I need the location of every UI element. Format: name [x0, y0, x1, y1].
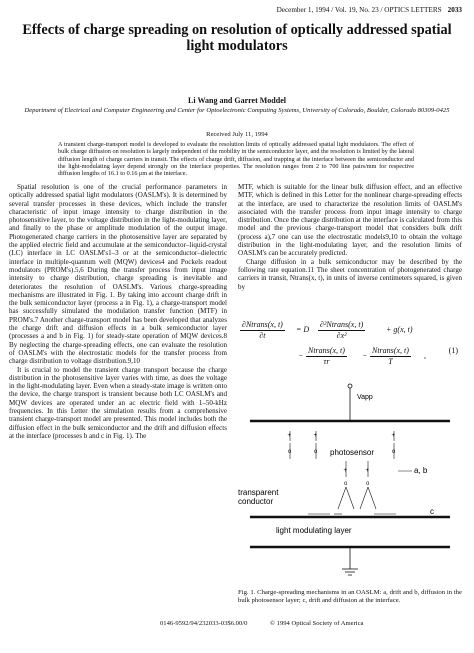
- charge-symbols: [288, 433, 397, 487]
- eq-d2-denominator: ∂x²: [336, 331, 347, 340]
- eq-d2-numerator: ∂²Ntrans(x, t): [320, 320, 364, 329]
- eq-g-term: + g(x, t): [386, 325, 413, 334]
- svg-text:o: o: [366, 481, 370, 487]
- paragraph: Charge diffusion in a bulk semiconductor may be described by the following rate equation.11 The sheet concentration of photogenerated charge carriers in transit, Ntrans(x, t), in units of inverse centimeters squared, is given by: [238, 257, 462, 291]
- eq-tau-numerator: Ntrans(x, t): [308, 346, 345, 355]
- eq-equals: = D: [296, 325, 310, 334]
- footer-copyright: © 1994 Optical Society of America: [270, 620, 364, 627]
- lml-label: light modulating layer: [276, 526, 352, 535]
- right-column: [238, 183, 462, 291]
- eq-minus-2: −: [362, 351, 368, 360]
- svg-text:o: o: [314, 449, 318, 455]
- page-number: 2033: [447, 6, 462, 14]
- eq-T-numerator: Ntrans(x, t): [372, 346, 409, 355]
- eq-lhs-denominator: ∂t: [259, 331, 266, 340]
- c-label: c: [430, 507, 434, 516]
- received-date: Received July 11, 1994: [206, 131, 268, 138]
- paper-title: Effects of charge spreading on resolution of optically addressed spatial light modulators: [22, 22, 452, 54]
- abstract: A transient charge-transport model is developed to evaluate the resolution limits of optically addressed spatial light modulators. The effect of bulk charge diffusion on resolution is largely independent of the mobility in the semiconductor layer, and the resolution is limited by the lateral diffusion length of charge carriers in transit. The effects of charge drift, diffusion, and trapping at the interface between the semiconductor and the light-modulating layer depend strongly on the interface properties. The resolution ranges from 2 to 700 line pairs/mm for respective diffusion lengths of 16.1 to 0.16 μm at the interface.: [58, 141, 414, 178]
- equation-1: [238, 320, 462, 374]
- affiliation: Department of Electrical and Computer Engineering and Center for Optoelectronic Computing Systems, University of Colorado, Boulder, Colorado 80309-0425: [24, 107, 450, 114]
- ab-label: a, b: [414, 466, 428, 475]
- equation-number: (1): [448, 346, 458, 355]
- figure-caption: Fig. 1. Charge-spreading mechanisms in an OASLM: a, drift and b, diffusion in the bulk photosensor layer; c, drift and diffusion at the interface.: [238, 589, 462, 604]
- footer-issn: 0146-9592/94/232033-03$6.00/0: [160, 620, 248, 627]
- paragraph: Spatial resolution is one of the crucial performance parameters in optically addressed spatial light modulators (OASLM's). It is determined by several transfer processes in these devices, which include the transfer characteristic of input image intensity to charge distribution in the photosensitive layer, to the voltage distribution in the light-modulating layer, and finally to the phase or amplitude modulation of the output image. Photogenerated charge carriers in the photosensitive layer are separated by the applied electric field and accumulate at the semiconductor–liquid-crystal (LC) interface in LC OASLM's1–3 or at the semiconductor–dielectric interface in multiple-quantum well (MQW) devices4 and Pockels readout modulators (PROM's).5,6 During the transfer process from input image intensity to charge distribution, charge spreading is inevitable and deteriorates the resolution of OASLM's. Various charge-spreading mechanisms are illustrated in Fig. 1. By taking into account charge drift in the bulk semiconductor layer (process a in Fig. 1), a charge-transport model has successfully simulated the modulation transfer function (MTF) in PROM's.7 Another charge-transport model has been developed that analyzes the charge drift and diffusion effects in a bulk semiconductor layer (processes a and b in Fig. 1) for steady-state operation of MQW devices.8 By neglecting the charge-spreading effects, one can evaluate the resolution of OASLM's with the electrostatic models for the transfer process from charge distribution to voltage distribution.9,10: [9, 183, 227, 366]
- conductor-label: conductor: [238, 497, 274, 506]
- svg-text:+: +: [287, 433, 292, 439]
- photosensor-label: photosensor: [330, 448, 375, 457]
- eq-tau-denominator: τr: [323, 357, 330, 366]
- svg-text:+: +: [313, 433, 318, 439]
- transparent-label: transparent: [238, 488, 279, 497]
- svg-text:+: +: [365, 468, 370, 474]
- svg-text:o: o: [288, 449, 292, 455]
- vapp-label: Vapp: [357, 394, 373, 401]
- journal-line: December 1, 1994 / Vol. 19, No. 23 / OPTICS LETTERS: [276, 6, 442, 14]
- paragraph: MTF, which is suitable for the linear bulk diffusion effect, and an effective MTF, which is defined in this Letter for the nonlinear charge-spreading effects at the interface, are used to characterize the resolution limits of OASLM's associated with the transfer process from input image intensity to charge distribution. Once the charge distribution at the interface is calculated from this model and the previous charge-transport model that considers bulk drift (process a),7 one can use the electrostatic models9,10 to obtain the voltage distribution in the light-modulating layer, and the resolution limits of OASLM's can be accurately predicted.: [238, 183, 462, 258]
- paragraph: It is crucial to model the transient charge transport because the charge distribution in the photosensitive layer varies with time, as does the voltage in the light-modulating layer. Even when a steady-state image is written onto the device, the charge transport is transient because both LC OASLM's and MQW devices are operated under an ac electric field with 1–50-kHz frequencies. In this Letter the simulation results from a comprehensive transient charge-transport model are presented. This model includes both the diffusion effect in the bulk semiconductor and the drift and diffusion effects at the interface (processes b and c in Fig. 1). The: [9, 365, 227, 440]
- svg-text:o: o: [392, 449, 396, 455]
- eq-comma: ,: [424, 351, 426, 360]
- eq-minus: −: [298, 351, 304, 360]
- svg-text:+: +: [343, 468, 348, 474]
- authors: Li Wang and Garret Moddel: [188, 96, 286, 105]
- running-header: [277, 6, 462, 14]
- eq-T-denominator: T: [388, 357, 393, 366]
- charge-carriers: [287, 431, 394, 509]
- ground-icon: [342, 569, 358, 575]
- svg-text:+: +: [391, 433, 396, 439]
- left-column: [9, 183, 227, 440]
- eq-lhs-numerator: ∂Ntrans(x, t): [242, 320, 283, 329]
- figure-1: [238, 377, 462, 589]
- svg-text:o: o: [344, 481, 348, 487]
- vapp-terminal: [348, 384, 352, 388]
